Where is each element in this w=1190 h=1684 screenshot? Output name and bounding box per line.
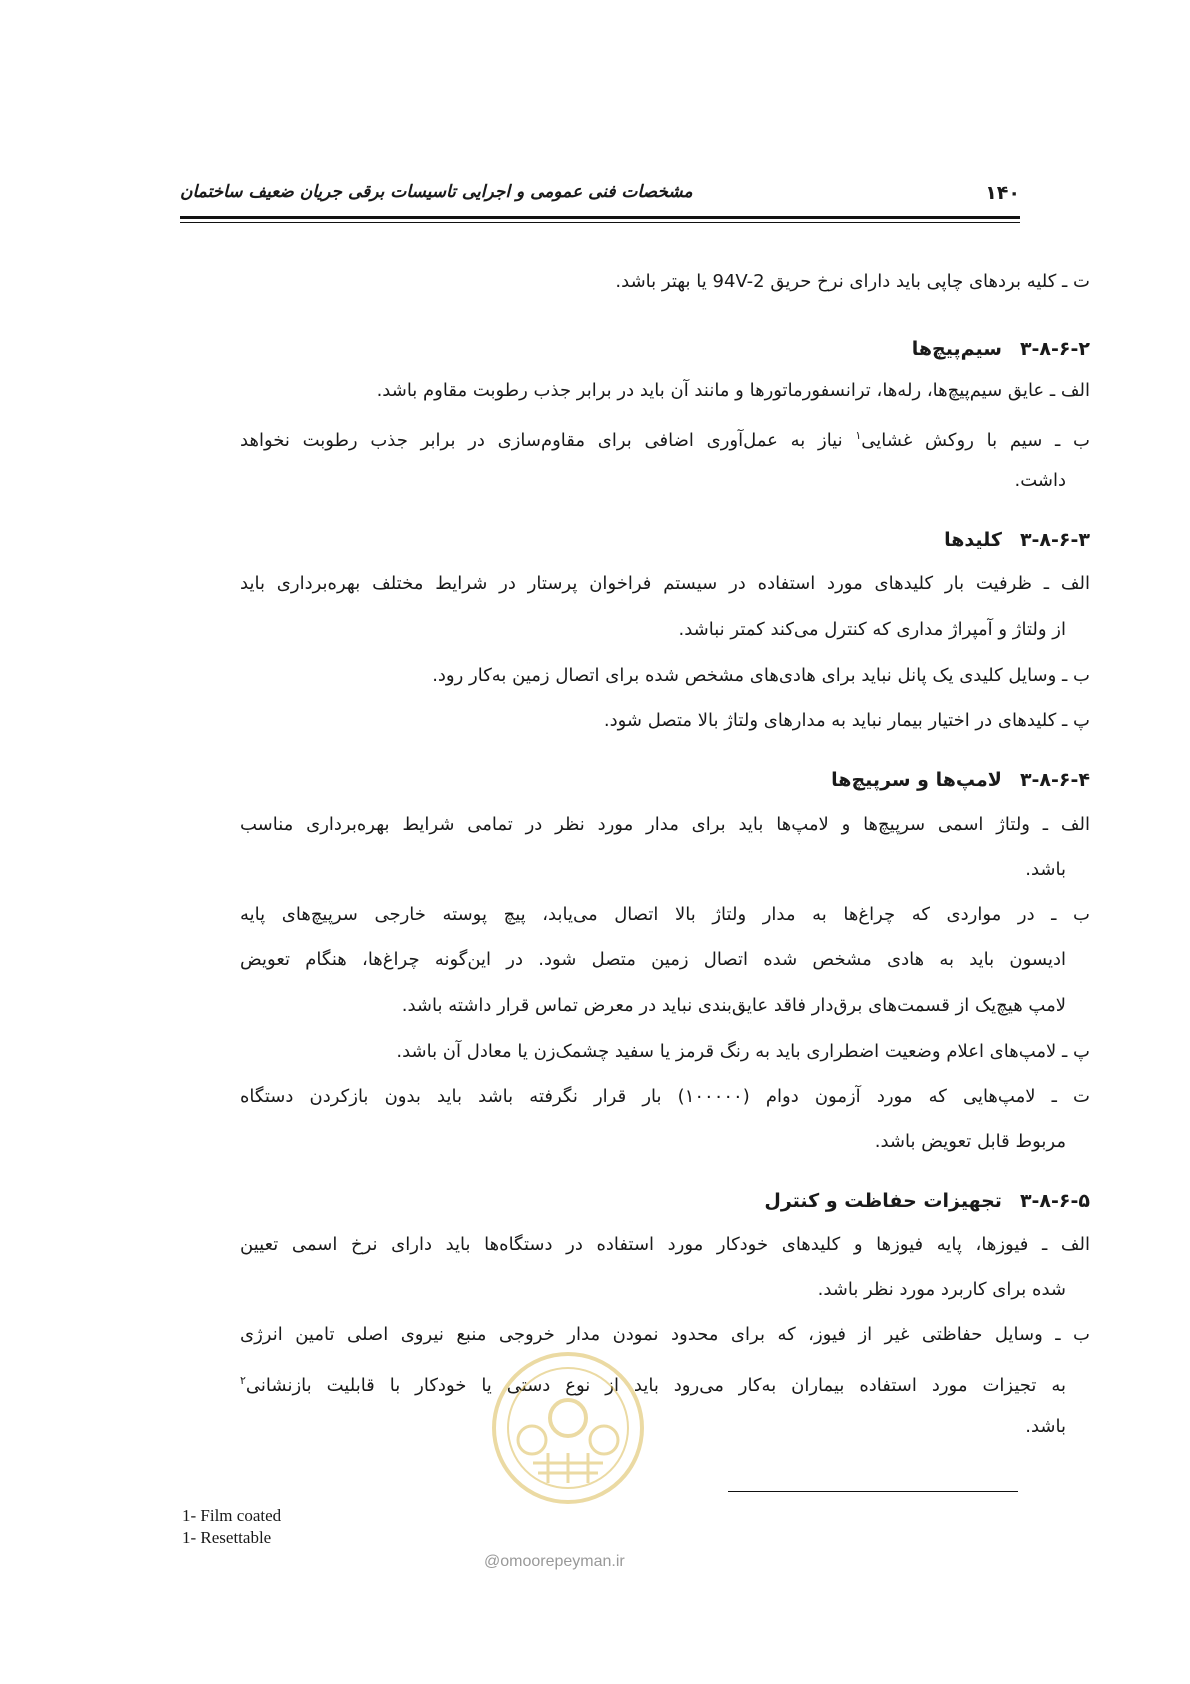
paragraph-line: پ ـ لامپ‌های اعلام وضعیت اضطراری باید به رنگ قرمز یا سفید چشمک‌زن یا معادل آن باشد. (396, 1041, 1090, 1062)
section-heading (764, 1186, 1090, 1216)
paragraph-line: مربوط قابل تعویض باشد. (874, 1131, 1066, 1152)
paragraph-line: شده برای کاربرد مورد نظر باشد. (817, 1279, 1066, 1300)
page-number: ۱۴۰ (985, 182, 1020, 204)
section-number: ۳-۸-۶-۵ (1019, 1190, 1090, 1212)
paragraph-line: ب ـ سیم با روکش غشایی$^۱$ نیاز به عمل‌آوری اضافی برای مقاوم‌سازی در برابر جذب رطوبت نخواهد (240, 429, 1090, 451)
paragraph-line: ب ـ وسایل حفاظتی غیر از فیوز، که برای محدود نمودن مدار خروجی منبع نیروی اصلی تامین انرژی (240, 1324, 1090, 1345)
section-number: ۳-۸-۶-۴ (1019, 769, 1090, 791)
paragraph-line: لامپ هیچ‌یک از قسمت‌های برق‌دار فاقد عایق‌بندی نباید در معرض تماس قرار داشته باشد. (401, 995, 1066, 1016)
header-rule-thick (180, 216, 1020, 219)
paragraph-line: ت ـ لامپ‌هایی که مورد آزمون دوام (۱۰۰۰۰۰) بار قرار نگرفته باشد باید بدون بازکردن دستگاه (240, 1086, 1090, 1107)
paragraph-line: باشد. (1025, 1416, 1066, 1437)
section-number: ۳-۸-۶-۲ (1019, 338, 1090, 360)
paragraph-line: داشت. (1014, 470, 1066, 491)
paragraph-line: پ ـ کلیدهای در اختیار بیمار نباید به مدارهای ولتاژ بالا متصل شود. (603, 710, 1090, 731)
running-title: مشخصات فنی عمومی و اجرایی تاسیسات برقی جریان ضعیف ساختمان (180, 182, 693, 202)
footnote: 1- Resettable (182, 1528, 272, 1547)
footnote-divider (728, 1491, 1018, 1492)
section-title: لامپ‌ها و سرپیچ‌ها (831, 769, 1002, 791)
paragraph-line: ادیسون باید به هادی مشخص شده اتصال زمین متصل شود. در این‌گونه چراغ‌ها، هنگام تعویض (240, 949, 1066, 970)
section-heading (944, 525, 1090, 555)
paragraph-line: الف ـ عایق سیم‌پیچ‌ها، رله‌ها، ترانسفورماتورها و مانند آن باید در برابر جذب رطوبت مقاوم باشد. (376, 380, 1090, 401)
watermark-text: @omoorepeyman.ir (484, 1553, 625, 1570)
section-title: تجهیزات حفاظت و کنترل (764, 1190, 1002, 1212)
paragraph-line: به تجیزات مورد استفاده بیماران به‌کار می‌رود باید از نوع دستی یا خودکار با قابلیت بازنشانی$^۲$ (240, 1374, 1066, 1396)
paragraph-line: الف ـ ظرفیت بار کلیدهای مورد استفاده در سیستم فراخوان پرستار در شرایط مختلف بهره‌برداری باید (240, 573, 1090, 594)
header-rule-thin (180, 222, 1020, 223)
section-heading (831, 765, 1090, 795)
watermark-seal-icon (488, 1348, 648, 1508)
footnote: 1- Film coated (182, 1506, 282, 1525)
paragraph-line: الف ـ فیوزها، پایه فیوزها و کلیدهای خودکار مورد استفاده در دستگاه‌ها باید دارای نرخ اسمی تعیین (240, 1234, 1090, 1255)
section-title: کلیدها (944, 529, 1002, 551)
paragraph-line: ب ـ وسایل کلیدی یک پانل نباید برای هادی‌های مشخص شده برای اتصال زمین به‌کار رود. (432, 665, 1090, 686)
paragraph-line: الف ـ ولتاژ اسمی سرپیچ‌ها و لامپ‌ها باید برای مدار مورد نظر در تمامی شرایط بهره‌برداری مناسب (240, 814, 1090, 835)
footnote-ref: ۱ (855, 429, 862, 442)
intro-paragraph: ت ـ کلیه بردهای چاپی باید دارای نرخ حریق 94V-2 یا بهتر باشد. (615, 271, 1090, 292)
paragraph-line: باشد. (1025, 859, 1066, 880)
footnote-ref: ۲ (240, 1374, 246, 1387)
section-title: سیم‌پیچ‌ها (911, 338, 1002, 360)
section-heading (912, 334, 1090, 364)
paragraph-line: ب ـ در مواردی که چراغ‌ها به مدار ولتاژ بالا اتصال می‌یابد، پیچ پوسته خارجی سرپیچ‌های پایه (240, 904, 1090, 925)
paragraph-line: از ولتاژ و آمپراژ مداری که کنترل می‌کند کمتر نباشد. (678, 619, 1066, 640)
section-number: ۳-۸-۶-۳ (1019, 529, 1090, 551)
page-header (180, 182, 1020, 216)
